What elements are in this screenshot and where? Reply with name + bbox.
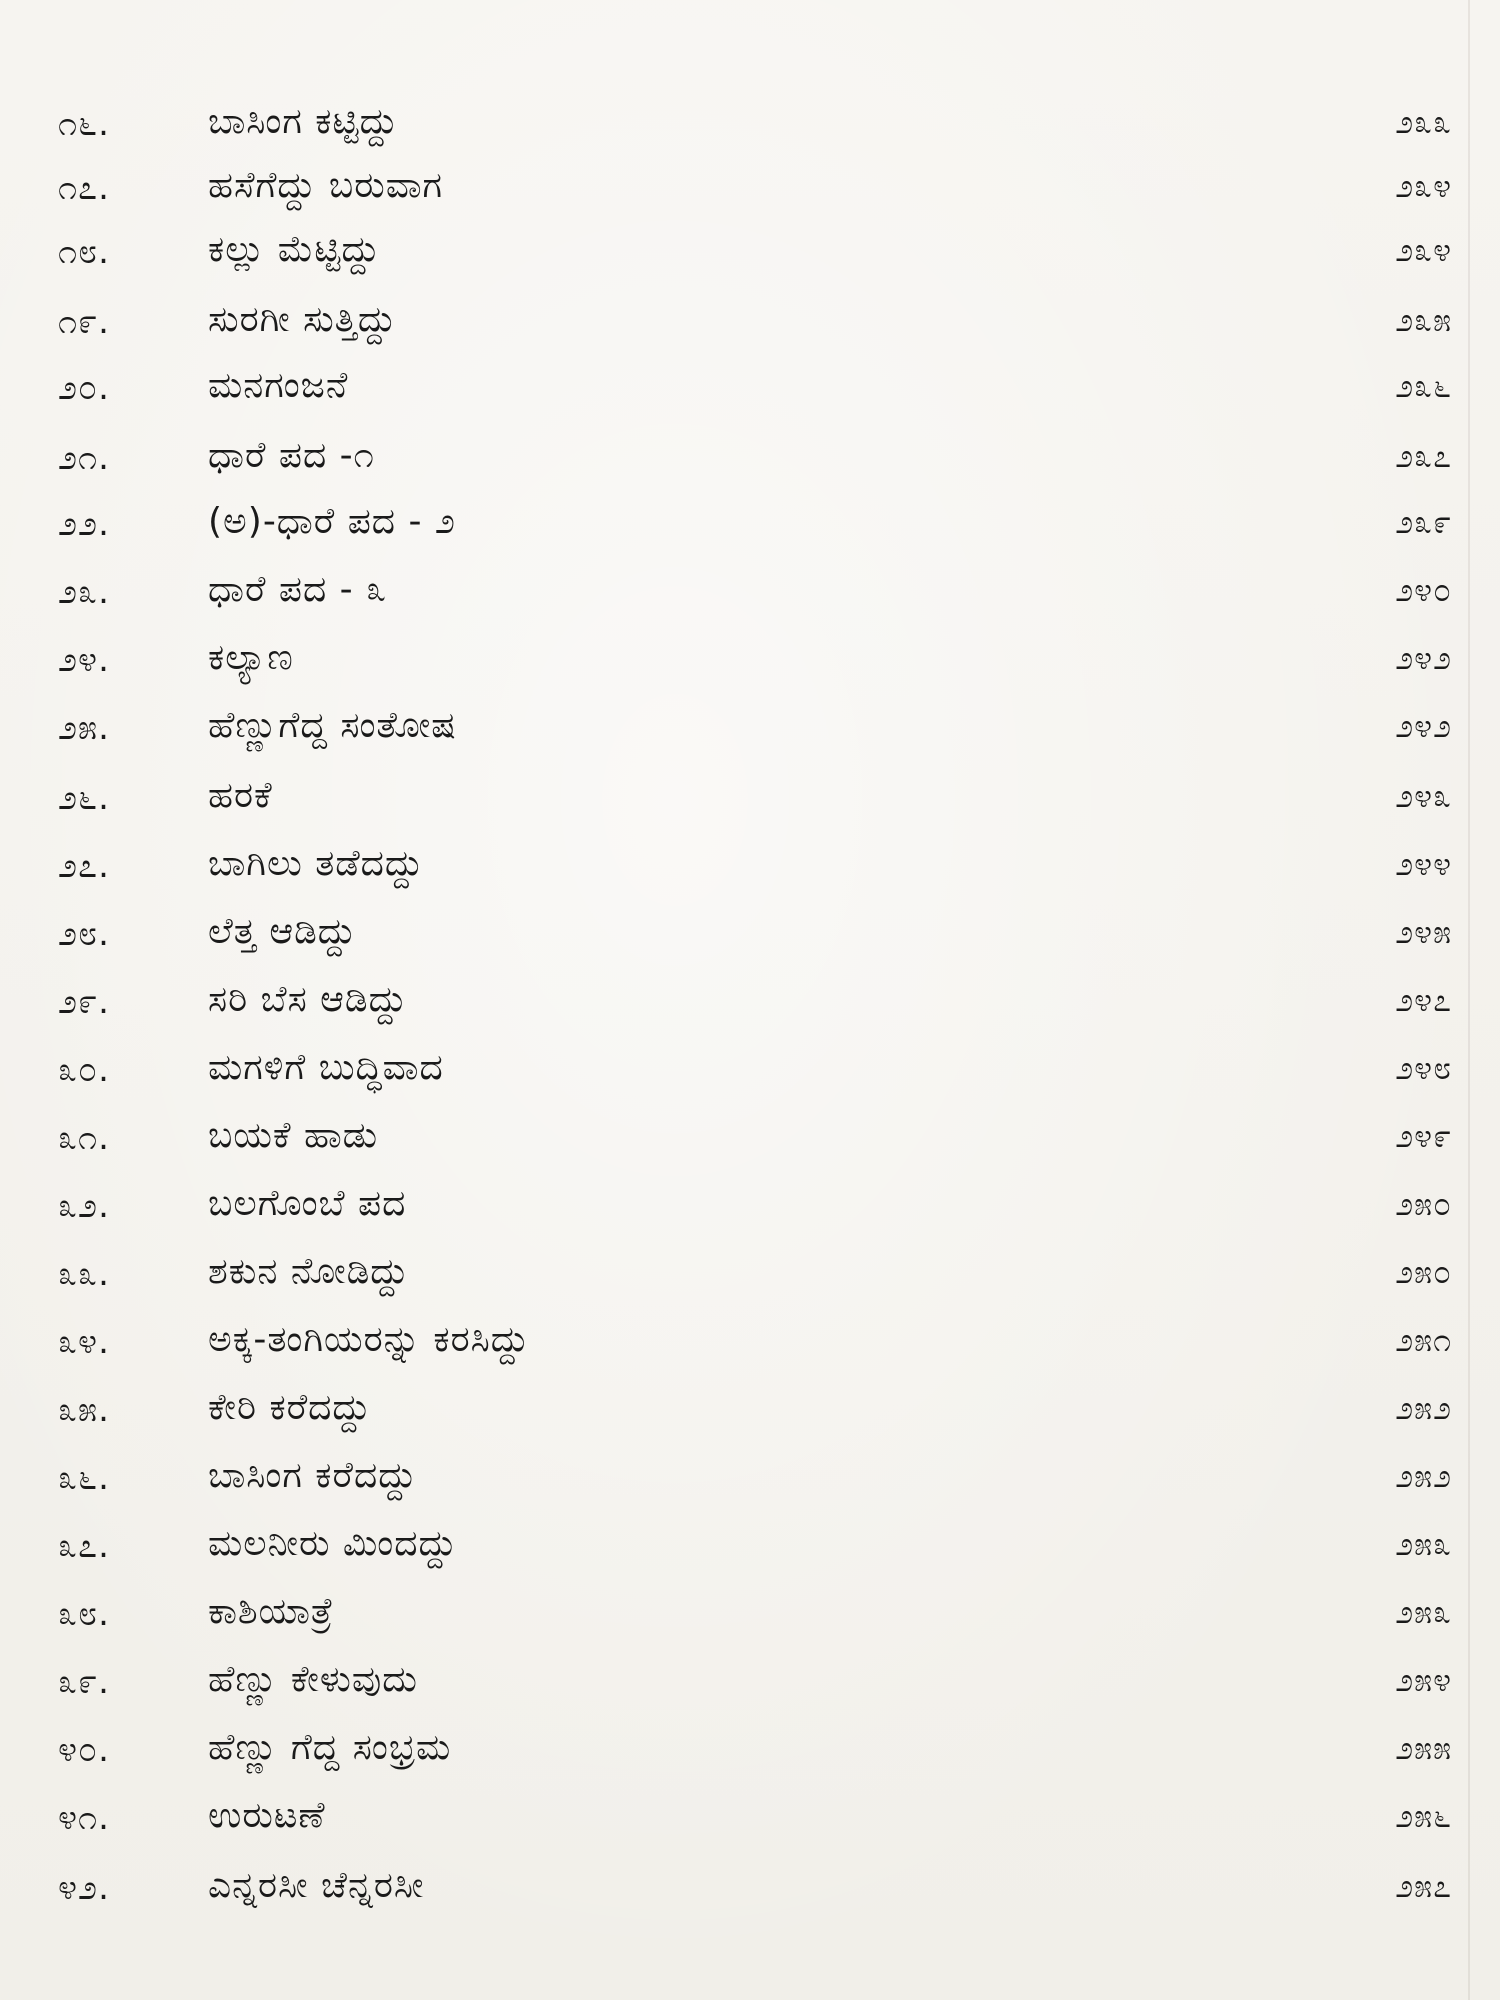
entry-number: ೩೦. bbox=[58, 1050, 110, 1090]
toc-entry bbox=[0, 426, 1500, 490]
entry-title: ಧಾರೆ ಪದ - ೩ bbox=[208, 569, 388, 610]
entry-title: ಬಾಸಿಂಗ ಕರೆದದ್ದು bbox=[208, 1455, 418, 1496]
toc-entry bbox=[0, 1310, 1500, 1374]
entry-number: ೩೮. bbox=[58, 1594, 110, 1634]
entry-page-number: ೨೫೨ bbox=[1395, 1457, 1452, 1495]
entry-number: ೩೫. bbox=[58, 1390, 110, 1430]
toc-entry bbox=[0, 1650, 1500, 1714]
entry-page-number: ೨೩೭ bbox=[1395, 437, 1452, 475]
toc-entry bbox=[0, 290, 1500, 354]
entry-number: ೩೨. bbox=[58, 1186, 110, 1226]
entry-number: ೪೧. bbox=[58, 1798, 110, 1838]
entry-title: ಲೆತ್ತ ಆಡಿದ್ದು bbox=[208, 911, 357, 952]
entry-page-number: ೨೪೩ bbox=[1395, 777, 1452, 815]
toc-entry bbox=[0, 1242, 1500, 1306]
entry-page-number: ೨೫೦ bbox=[1395, 1185, 1452, 1223]
entry-number: ೩೪. bbox=[58, 1322, 110, 1362]
entry-title: ಸುರಗೀ ಸುತ್ತಿದ್ದು bbox=[208, 299, 397, 340]
entry-page-number: ೨೪೮ bbox=[1395, 1049, 1452, 1087]
entry-number: ೩೬. bbox=[58, 1458, 110, 1498]
entry-number: ೨೮. bbox=[58, 914, 110, 954]
entry-page-number: ೨೫೬ bbox=[1395, 1797, 1452, 1835]
entry-page-number: ೨೪೨ bbox=[1395, 639, 1452, 677]
entry-title: ಬಲಗೊಂಬೆ ಪದ bbox=[208, 1183, 407, 1224]
toc-entry bbox=[0, 492, 1500, 556]
toc-entry bbox=[0, 902, 1500, 966]
entry-number: ೨೨. bbox=[58, 504, 110, 544]
entry-page-number: ೨೪೫ bbox=[1395, 913, 1452, 951]
entry-title: ಮನಗಂಜನೆ bbox=[208, 365, 349, 406]
entry-page-number: ೨೩೪ bbox=[1395, 231, 1452, 269]
entry-title: ಉರುಟಣೆ bbox=[208, 1795, 326, 1836]
toc-entry bbox=[0, 766, 1500, 830]
toc-entry bbox=[0, 970, 1500, 1034]
entry-title: ಹೆಣ್ಣುಗೆದ್ದ ಸಂತೋಷ bbox=[208, 705, 457, 746]
entry-title: ಬಾಸಿಂಗ ಕಟ್ಟಿದ್ದು bbox=[208, 101, 399, 142]
entry-page-number: ೨೫೫ bbox=[1395, 1729, 1452, 1767]
entry-page-number: ೨೪೨ bbox=[1395, 707, 1452, 745]
entry-page-number: ೨೫೩ bbox=[1395, 1593, 1452, 1631]
entry-title: ಅಕ್ಕ-ತಂಗಿಯರನ್ನು ಕರಸಿದ್ದು bbox=[208, 1319, 530, 1360]
entry-page-number: ೨೫೨ bbox=[1395, 1389, 1452, 1427]
entry-title: ಬಾಗಿಲು ತಡೆದದ್ದು bbox=[208, 843, 424, 884]
entry-title: ಶಕುನ ನೋಡಿದ್ದು bbox=[208, 1251, 410, 1292]
entry-number: ೨೪. bbox=[58, 640, 110, 680]
entry-title: ಹೆಣ್ಣು ಕೇಳುವುದು bbox=[208, 1659, 418, 1700]
entry-number: ೨೩. bbox=[58, 572, 110, 612]
entry-page-number: ೨೩೬ bbox=[1395, 367, 1452, 405]
toc-entry bbox=[0, 1786, 1500, 1850]
entry-page-number: ೨೩೪ bbox=[1395, 167, 1452, 205]
entry-page-number: ೨೫೧ bbox=[1395, 1321, 1452, 1359]
toc-entry bbox=[0, 1038, 1500, 1102]
entry-page-number: ೨೪೭ bbox=[1395, 981, 1452, 1019]
entry-title: (ಅ)-ಧಾರೆ ಪದ - ೨ bbox=[208, 501, 457, 542]
entry-page-number: ೨೫೩ bbox=[1395, 1525, 1452, 1563]
toc-entry bbox=[0, 560, 1500, 624]
entry-title: ಕಾಶಿಯಾತ್ರೆ bbox=[208, 1591, 334, 1632]
toc-entry bbox=[0, 696, 1500, 760]
toc-entry bbox=[0, 92, 1500, 156]
toc-entry bbox=[0, 628, 1500, 692]
toc-entry bbox=[0, 220, 1500, 284]
entry-number: ೩೯. bbox=[58, 1662, 110, 1702]
toc-entry bbox=[0, 1378, 1500, 1442]
entry-title: ಹೆಣ್ಣು ಗೆದ್ದ ಸಂಭ್ರಮ bbox=[208, 1727, 452, 1768]
toc-entry bbox=[0, 1582, 1500, 1646]
entry-page-number: ೨೩೩ bbox=[1395, 103, 1452, 141]
entry-page-number: ೨೪೯ bbox=[1395, 1117, 1452, 1155]
toc-entry bbox=[0, 1174, 1500, 1238]
entry-title: ಬಯಕೆ ಹಾಡು bbox=[208, 1115, 379, 1156]
entry-number: ೩೧. bbox=[58, 1118, 110, 1158]
entry-number: ೨೯. bbox=[58, 982, 110, 1022]
entry-title: ಹರಕೆ bbox=[208, 775, 273, 816]
entry-number: ೧೬. bbox=[58, 104, 110, 144]
toc-entry bbox=[0, 1718, 1500, 1782]
toc-entry bbox=[0, 1514, 1500, 1578]
entry-number: ೨೫. bbox=[58, 708, 110, 748]
entry-page-number: ೨೫೦ bbox=[1395, 1253, 1452, 1291]
entry-number: ೪೨. bbox=[58, 1868, 110, 1908]
entry-title: ಕಲ್ಲು ಮೆಟ್ಟಿದ್ದು bbox=[208, 229, 381, 270]
toc-entry bbox=[0, 1106, 1500, 1170]
entry-title: ಎನ್ನರಸೀ ಚೆನ್ನರಸೀ bbox=[208, 1865, 425, 1906]
entry-number: ೪೦. bbox=[58, 1730, 110, 1770]
entry-number: ೩೩. bbox=[58, 1254, 110, 1294]
entry-page-number: ೨೩೯ bbox=[1395, 503, 1452, 541]
entry-title: ಮಲನೀರು ಮಿಂದದ್ದು bbox=[208, 1523, 458, 1564]
entry-number: ೩೭. bbox=[58, 1526, 110, 1566]
entry-title: ಹಸೆಗೆದ್ದು ಬರುವಾಗ bbox=[208, 165, 444, 206]
entry-title: ಧಾರೆ ಪದ -೧ bbox=[208, 435, 375, 476]
entry-page-number: ೨೫೭ bbox=[1395, 1867, 1452, 1905]
entry-page-number: ೨೪೪ bbox=[1395, 845, 1452, 883]
entry-title: ಕೇರಿ ಕರೆದದ್ದು bbox=[208, 1387, 372, 1428]
entry-title: ಸರಿ ಬೆಸ ಆಡಿದ್ದು bbox=[208, 979, 408, 1020]
entry-page-number: ೨೫೪ bbox=[1395, 1661, 1452, 1699]
entry-page-number: ೨೩೫ bbox=[1395, 301, 1452, 339]
entry-title: ಕಲ್ಯಾಣ bbox=[208, 637, 294, 678]
entry-number: ೨೭. bbox=[58, 846, 110, 886]
entry-page-number: ೨೪೦ bbox=[1395, 571, 1452, 609]
toc-entry bbox=[0, 356, 1500, 420]
entry-number: ೧೭. bbox=[58, 168, 110, 208]
entry-number: ೨೦. bbox=[58, 368, 110, 408]
toc-entry bbox=[0, 1446, 1500, 1510]
entry-title: ಮಗಳಿಗೆ ಬುದ್ಧಿವಾದ bbox=[208, 1047, 444, 1088]
entry-number: ೨೬. bbox=[58, 778, 110, 818]
entry-number: ೧೮. bbox=[58, 232, 110, 272]
toc-entry bbox=[0, 1856, 1500, 1920]
entry-number: ೧೯. bbox=[58, 302, 110, 342]
entry-number: ೨೧. bbox=[58, 438, 110, 478]
toc-entry bbox=[0, 156, 1500, 220]
toc-entry bbox=[0, 834, 1500, 898]
